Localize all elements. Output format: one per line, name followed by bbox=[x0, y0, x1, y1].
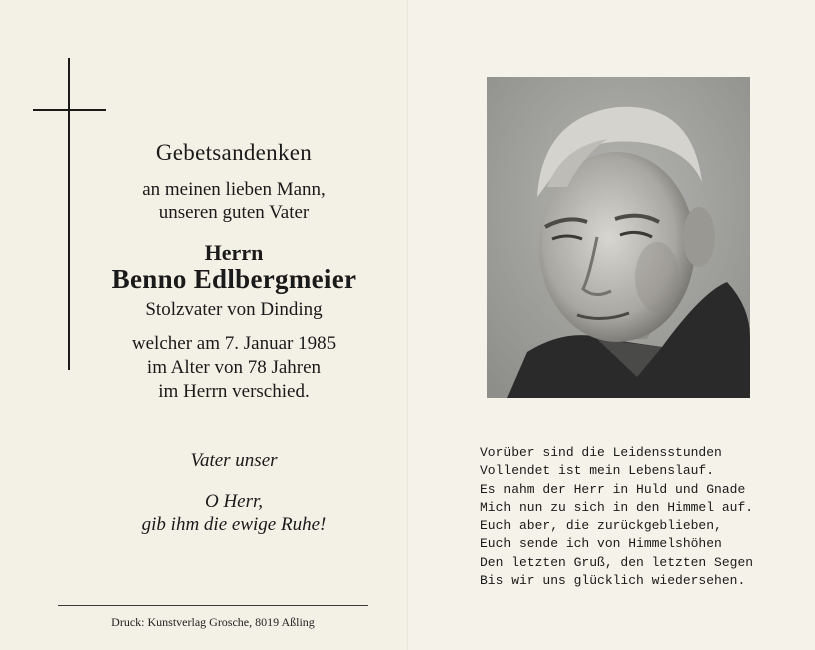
age-line: im Alter von 78 Jahren bbox=[146, 357, 322, 378]
prayer-title: Vater unser bbox=[190, 450, 278, 471]
portrait-image bbox=[487, 77, 750, 398]
poem-line: Bis wir uns glücklich wiedersehen. bbox=[480, 573, 746, 589]
memorial-poem bbox=[480, 444, 780, 590]
prayer-line-2: gib ihm die ewige Ruhe! bbox=[141, 514, 327, 535]
cross-icon-bar bbox=[33, 109, 106, 111]
portrait-photo bbox=[487, 77, 750, 398]
deceased-title: Stolzvater von Dinding bbox=[145, 299, 323, 320]
poem-line: Euch sende ich von Himmelshöhen bbox=[480, 536, 722, 552]
printer-divider bbox=[58, 605, 368, 606]
honorific: Herrn bbox=[204, 240, 264, 265]
printer-credit: Druck: Kunstverlag Grosche, 8019 Aßling bbox=[111, 615, 315, 629]
poem-line: Den letzten Gruß, den letzten Segen bbox=[480, 554, 754, 570]
poem-line: Euch aber, die zurückgeblieben, bbox=[480, 518, 722, 534]
prayer-line-1: O Herr, bbox=[204, 491, 264, 512]
dedication-line-1: an meinen lieben Mann, bbox=[142, 179, 326, 200]
cross-icon bbox=[68, 58, 70, 370]
card-heading: Gebetsandenken bbox=[155, 140, 313, 165]
deceased-name: Benno Edlbergmeier bbox=[111, 264, 357, 294]
dedication-line-2: unseren guten Vater bbox=[158, 202, 310, 223]
poem-line: Vorüber sind die Leidensstunden bbox=[480, 445, 722, 460]
death-date-line: welcher am 7. Januar 1985 bbox=[131, 333, 337, 354]
passed-line: im Herrn verschied. bbox=[158, 381, 310, 402]
poem-line: Mich nun zu sich in den Himmel auf. bbox=[480, 499, 754, 515]
poem-line: Es nahm der Herr in Huld und Gnade bbox=[480, 481, 746, 497]
poem-line: Vollendet ist mein Lebenslauf. bbox=[480, 463, 715, 479]
